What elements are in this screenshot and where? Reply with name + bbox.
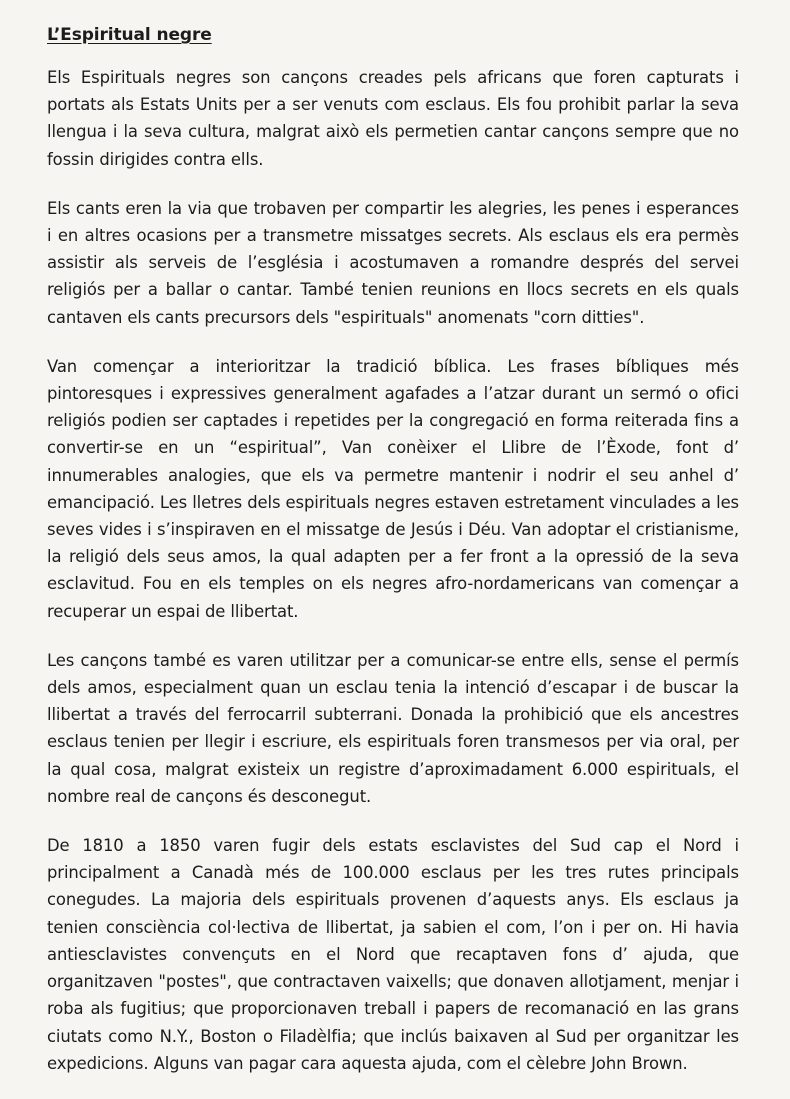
page-title: L’Espiritual negre	[47, 25, 212, 45]
paragraph-5: De 1810 a 1850 varen fugir dels estats esclavistes del Sud cap el Nord i principalment a Canadà més de 100.000 esclaus per les tres rutes principals conegudes. La majoria dels espirituals provenen d’aquests anys. Els esclaus ja tenien consciència col·lectiva de llibertat, ja sabien el com, l’on i per on. Hi havia antiesclavistes convençuts en el Nord que recaptaven fons d’ ajuda, que organitzaven "postes", que contractaven vaixells; que donaven allotjament, menjar i roba als fugitius; que proporcionaven treball i papers de recomanació en las grans ciutats como N.Y., Boston o Filadèlfia; que inclús baixaven al Sud per organitzar les expedicions. Alguns van pagar cara aquesta ajuda, com el cèlebre John Brown.	[47, 836, 739, 1073]
show-through-text-bottom	[0, 1058, 790, 1080]
paragraph-2: Els cants eren la via que trobaven per compartir les alegries, les penes i esperances i en altres ocasions per a transmetre missatges secrets. Als esclaus els era permès assistir als serveis de l’església i acostumaven a romandre després del servei religiós per a ballar o cantar. També tenien reunions en llocs secrets en els quals cantaven els cants precursors dels "espirituals" anomenats "corn ditties".	[47, 198, 739, 327]
show-through-text-top	[0, 0, 790, 22]
paragraph-1: Els Espirituals negres son cançons creades pels africans que foren capturats i portats als Estats Units per a ser venuts com esclaus. Els fou prohibit parlar la seva llengua i la seva cultura, malgrat això els permetien cantar cançons sempre que no fossin dirigides contra ells.	[47, 68, 739, 169]
paragraph-3: Van començar a interioritzar la tradició bíblica. Les frases bíbliques més pintoresques i expressives generalment agafades a l’atzar durant un sermó o ofici religiós podien ser captades i repetides per la congregació en forma reiterada fins a convertir-se en un “espiritual”, Van conèixer el Llibre de l’Èxode, font d’ innumerables analogies, que els va permetre mantenir i nodrir el seu anhel d’ emancipació. Les lletres dels espirituals negres estaven estretament vinculades a les seves vides i s’inspiraven en el missatge de Jesús i Déu. Van adoptar el cristianisme, la religió dels seus amos, la qual adapten per a fer front a la opressió de la seva esclavitud. Fou en els temples on els negres afro-nordamericans van començar a recuperar un espai de llibertat.	[47, 356, 739, 621]
paragraph-4: Les cançons també es varen utilitzar per a comunicar-se entre ells, sense el permís dels amos, especialment quan un esclau tenia la intenció d’escapar i de buscar la llibertat a través del ferrocarril subterrani. Donada la prohibició que els ancestres esclaus tenien per llegir i escriure, els espirituals foren transmesos per via oral, per la qual cosa, malgrat existeix un registre d’aproximadament 6.000 espirituals, el nombre real de cançons és desconegut.	[47, 650, 739, 806]
document-page	[47, 24, 739, 1099]
